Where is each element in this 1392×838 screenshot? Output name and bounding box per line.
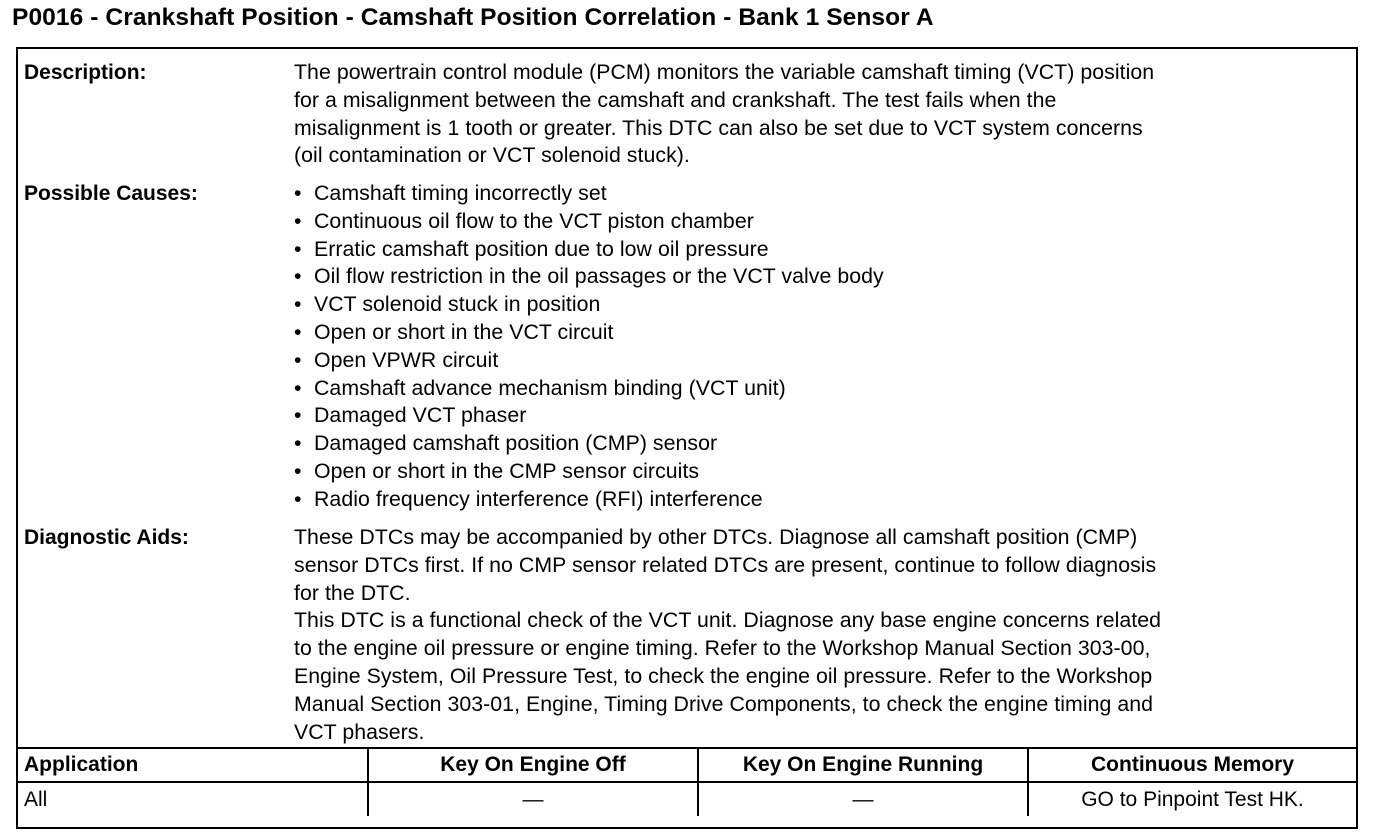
list-item (292, 347, 1354, 375)
bullet-icon: • (294, 292, 302, 317)
list-item (292, 375, 1354, 403)
diagnostic-aids-line: Manual Section 303-01, Engine, Timing Drive Components, to check the engine timing and (294, 691, 1154, 716)
list-item (292, 402, 1354, 430)
bullet-icon: • (294, 264, 302, 289)
table-header-row (18, 748, 1356, 782)
bullet-icon: • (294, 347, 302, 372)
bullet-icon: • (294, 236, 302, 261)
diagnostic-aids-line: VCT phasers. (294, 719, 425, 744)
cause-text: Continuous oil flow to the VCT piston chamber (314, 208, 754, 233)
cause-text: Camshaft advance mechanism binding (VCT unit) (314, 375, 786, 400)
list-item (292, 430, 1354, 458)
cell-application: All (18, 782, 368, 816)
description-line: misalignment is 1 tooth or greater. This DTC can also be set due to VCT system concerns (294, 115, 1143, 140)
bullet-icon: • (294, 458, 302, 483)
list-item (292, 236, 1354, 264)
column-header-koeo: Key On Engine Off (368, 748, 698, 782)
bullet-icon: • (294, 403, 302, 428)
cause-text: Damaged camshaft position (CMP) sensor (314, 431, 718, 456)
cause-text: Open or short in the CMP sensor circuits (314, 458, 700, 483)
list-item (292, 486, 1354, 514)
diagnostic-aids-line: to the engine oil pressure or engine timing. Refer to the Workshop Manual Section 303-00, (294, 636, 1151, 661)
cause-text: Camshaft timing incorrectly set (314, 181, 607, 205)
cause-text: Erratic camshaft position due to low oil pressure (314, 236, 769, 261)
bullet-icon: • (294, 375, 302, 400)
dtc-info-box (16, 47, 1358, 829)
column-header-continuous-memory: Continuous Memory (1028, 748, 1356, 782)
table-row (18, 782, 1356, 816)
diagnostic-aids-line: This DTC is a functional check of the VCT unit. Diagnose any base engine concerns related (294, 608, 1162, 633)
description-line: The powertrain control module (PCM) monitors the variable camshaft timing (VCT) position (294, 60, 1155, 84)
list-item (292, 208, 1354, 236)
diagnostic-aids-line: sensor DTCs first. If no CMP sensor related DTCs are present, continue to follow diagnosis (294, 552, 1157, 577)
list-item (292, 458, 1354, 486)
list-item (292, 263, 1354, 291)
cause-text: Radio frequency interference (RFI) interference (314, 486, 763, 511)
description-line: (oil contamination or VCT solenoid stuck). (294, 143, 690, 168)
list-item (292, 319, 1354, 347)
page-title: P0016 - Crankshaft Position - Camshaft Position Correlation - Bank 1 Sensor A (12, 4, 934, 31)
cause-text: Open VPWR circuit (314, 347, 499, 372)
description-line: for a misalignment between the camshaft and crankshaft. The test fails when the (294, 87, 1057, 112)
bullet-icon: • (294, 319, 302, 344)
description-text (294, 59, 1356, 170)
column-header-koer: Key On Engine Running (698, 748, 1028, 782)
bullet-icon: • (294, 431, 302, 456)
possible-causes-label: Possible Causes: (24, 182, 198, 205)
diagnostic-aids-line: These DTCs may be accompanied by other DTCs. Diagnose all camshaft position (CMP) (294, 525, 1138, 549)
diagnostic-aids-line: Engine System, Oil Pressure Test, to check the engine oil pressure. Refer to the Workshop (294, 663, 1153, 688)
cell-continuous-memory: GO to Pinpoint Test HK. (1028, 782, 1356, 816)
column-header-application: Application (18, 748, 368, 782)
application-table (18, 747, 1356, 816)
possible-causes-content (292, 180, 1354, 514)
bullet-icon: • (294, 208, 302, 233)
bullet-icon: • (294, 181, 302, 205)
description-label: Description: (24, 61, 147, 84)
bullet-icon: • (294, 486, 302, 511)
cell-koeo: — (368, 782, 698, 816)
cause-text: Damaged VCT phaser (314, 403, 527, 428)
cell-koer: — (698, 782, 1028, 816)
list-item (292, 180, 1354, 208)
cause-text: VCT solenoid stuck in position (314, 292, 601, 317)
cause-text: Oil flow restriction in the oil passages or the VCT valve body (314, 264, 884, 289)
list-item (292, 291, 1354, 319)
possible-causes-list (292, 180, 1354, 514)
cause-text: Open or short in the VCT circuit (314, 319, 614, 344)
diagnostic-aids-line: for the DTC. (294, 580, 411, 605)
diagnostic-aids-label: Diagnostic Aids: (24, 526, 189, 549)
diagnostic-aids-text (294, 524, 1356, 746)
